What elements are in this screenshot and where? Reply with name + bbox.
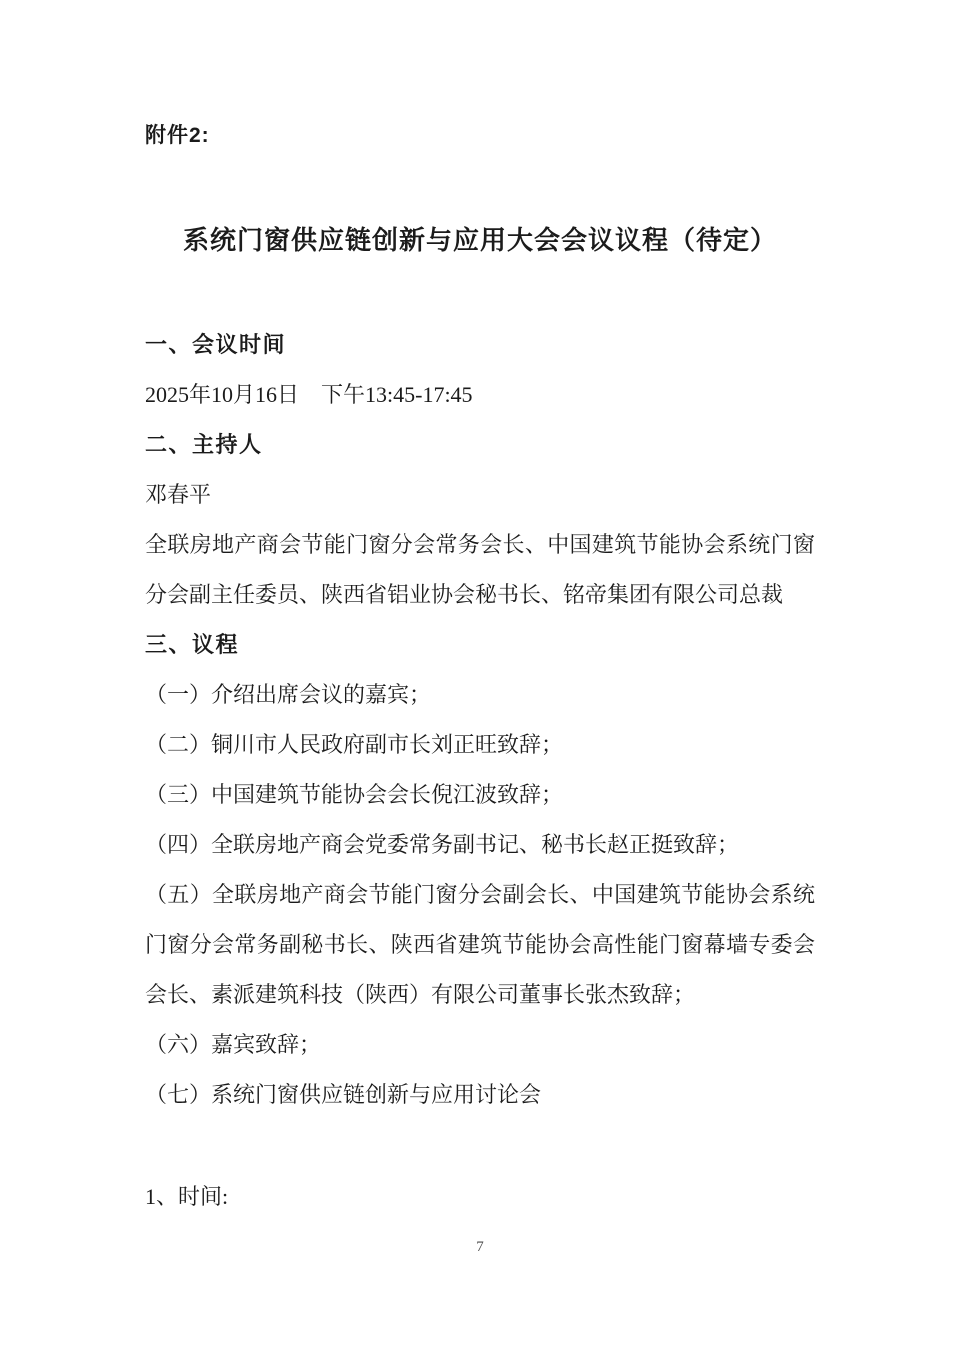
agenda-item-2: （二）铜川市人民政府副市长刘正旺致辞； — [145, 732, 564, 757]
agenda-item-6: （六）嘉宾致辞； — [145, 1032, 322, 1057]
document-content — [145, 0, 815, 1222]
host-name: 邓春平 — [145, 482, 212, 507]
attachment-label: 附件2: — [145, 124, 210, 147]
section-heading-host: 二、主持人 — [145, 432, 263, 457]
section-heading-agenda: 三、议程 — [145, 632, 240, 657]
section-heading-meeting-time: 一、会议时间 — [145, 332, 287, 357]
page-number: 7 — [476, 1239, 484, 1255]
host-titles: 全联房地产商会节能门窗分会常务会长、中国建筑节能协会系统门窗分会副主任委员、陕西省铝业协会秘书长、铭帝集团有限公司总裁 — [145, 532, 815, 607]
agenda-item-3: （三）中国建筑节能协会会长倪江波致辞； — [145, 782, 564, 807]
agenda-item-4: （四）全联房地产商会党委常务副书记、秘书长赵正挺致辞； — [145, 832, 740, 857]
meeting-datetime: 2025年10月16日 下午13:45-17:45 — [145, 382, 473, 407]
document-title: 系统门窗供应链创新与应用大会会议议程（待定） — [182, 225, 777, 255]
discussion-time-label: 1、时间: — [145, 1184, 229, 1209]
agenda-item-1: （一）介绍出席会议的嘉宾； — [145, 682, 432, 707]
agenda-item-5: （五）全联房地产商会节能门窗分会副会长、中国建筑节能协会系统门窗分会常务副秘书长、陕西省建筑节能协会高性能门窗幕墙专委会会长、素派建筑科技（陕西）有限公司董事长张杰致辞； — [145, 882, 815, 1007]
agenda-item-7: （七）系统门窗供应链创新与应用讨论会 — [145, 1082, 542, 1107]
